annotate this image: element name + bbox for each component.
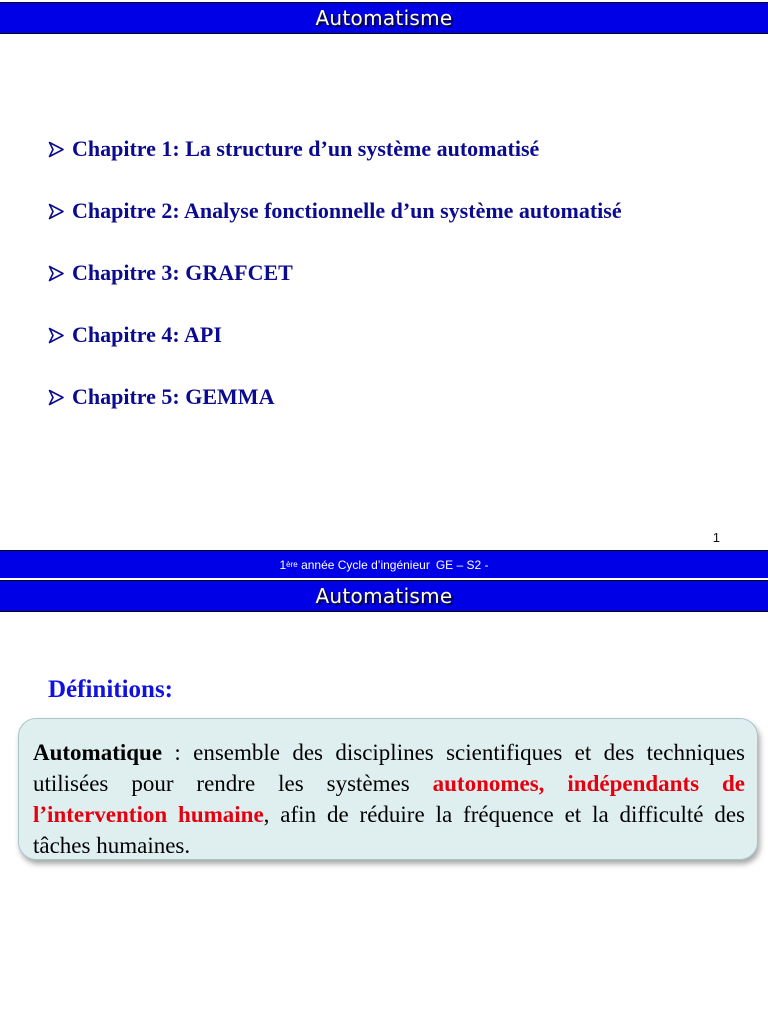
chapter-item (48, 304, 622, 366)
chapter-label: Chapitre 5: GEMMA (72, 384, 275, 409)
arrowhead-bullet-icon (48, 141, 72, 158)
chapter-item (48, 180, 622, 242)
arrowhead-bullet-icon (48, 203, 72, 220)
slide-2-title: Automatisme (315, 584, 453, 608)
footer-semester: GE – S2 - (435, 557, 489, 572)
page-number: 1 (712, 530, 720, 545)
footer-ordinal: 1 (279, 557, 287, 572)
definition-term: Automatique (33, 740, 163, 765)
arrowhead-bullet-icon (48, 265, 72, 282)
arrowhead-bullet-icon (48, 389, 72, 406)
definition-paragraph (33, 737, 745, 861)
footer-ordinal-suffix: ère (286, 560, 298, 569)
definition-text-part1: : ensemble des disciplines scientifiques et des techniques utilisées pour rendre les systèmes (33, 740, 745, 796)
footer-program: année Cycle d’ingénieur (301, 557, 430, 572)
chapter-label: Chapitre 2: Analyse fonctionnelle d’un système automatisé (72, 198, 622, 223)
slide-2-title-bar (0, 580, 768, 612)
slide-1-title: Automatisme (315, 6, 453, 30)
chapter-label: Chapitre 1: La structure d’un système automatisé (72, 136, 540, 161)
definitions-heading: Définitions: (48, 676, 173, 703)
definition-text-part2: , afin de réduire la fréquence et la difficulté des tâches humaines. (33, 802, 745, 858)
slide-1-title-bar (0, 2, 768, 34)
chapter-item (48, 242, 622, 304)
definition-emphasis: autonomes, indépendants de l’intervention humaine (33, 771, 745, 827)
chapter-list (48, 118, 622, 428)
arrowhead-bullet-icon (48, 327, 72, 344)
chapter-label: Chapitre 3: GRAFCET (72, 260, 293, 285)
chapter-item (48, 366, 622, 428)
chapter-label: Chapitre 4: API (72, 322, 222, 347)
definition-box (18, 718, 758, 860)
slide-2 (0, 578, 768, 1024)
chapter-item (48, 118, 622, 180)
footer-bar (0, 550, 768, 578)
